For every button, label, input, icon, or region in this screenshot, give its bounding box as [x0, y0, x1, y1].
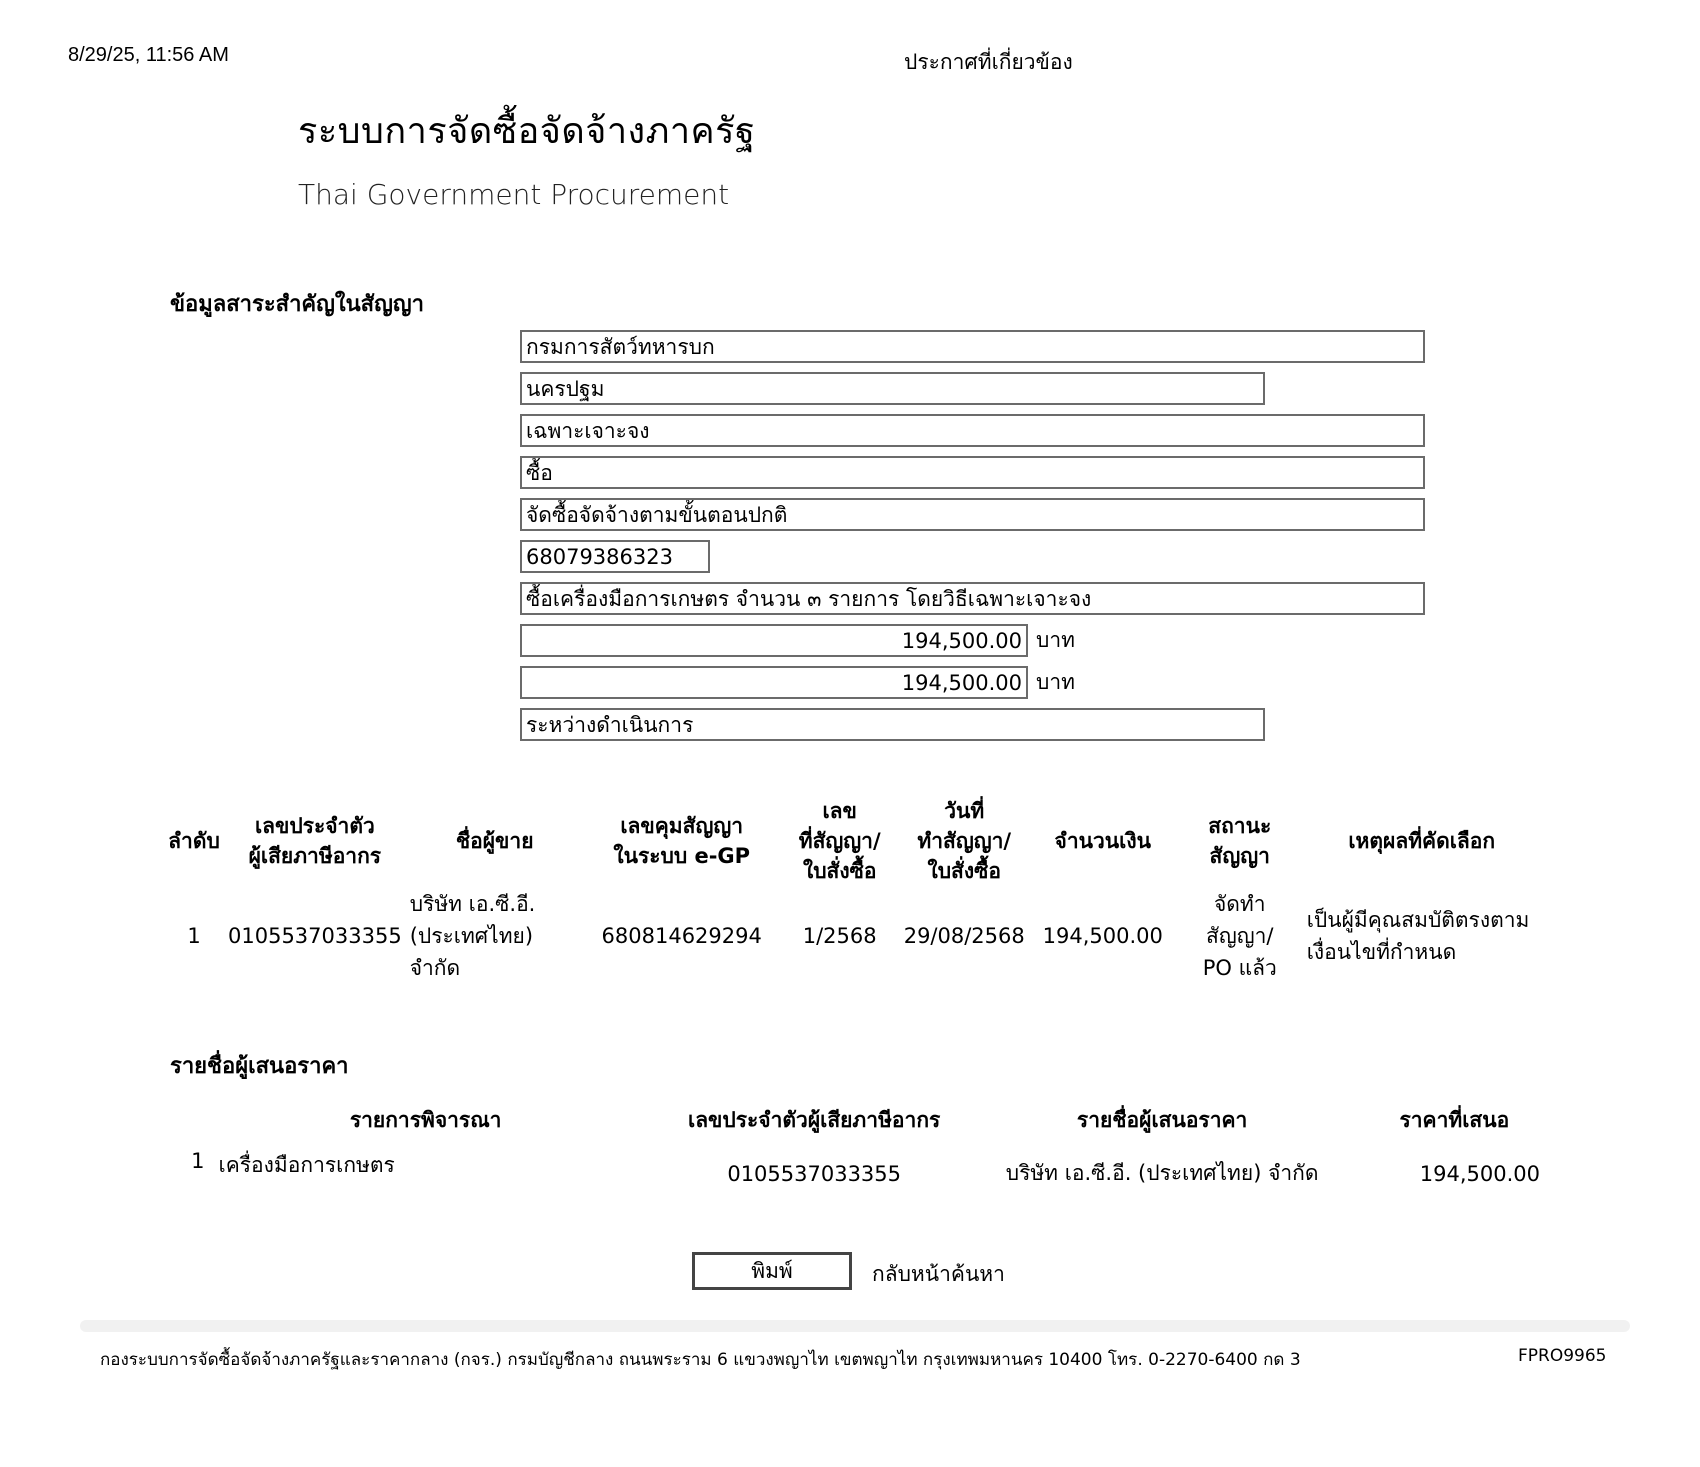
footer-form-code: FPRO9965 [1518, 1346, 1607, 1366]
contract-table-row [164, 886, 1541, 986]
col-amount: จำนวนเงิน [1054, 829, 1151, 853]
col-seq: ลำดับ [168, 829, 220, 853]
print-page-title: ประกาศที่เกี่ยวข้อง [904, 50, 1073, 74]
col-price: ราคาที่เสนอ [1399, 1108, 1510, 1132]
row-contract-no: 1/2568 [802, 924, 877, 948]
row-egp-no: 680814629294 [601, 924, 762, 948]
agency-field: กรมการสัตว์ทหารบก [520, 330, 1425, 363]
contract-section-title: ข้อมูลสาระสำคัญในสัญญา [170, 292, 424, 317]
row-reason: เป็นผู้มีคุณสมบัติตรงตาม เงื่อนไขที่กำหนด [1306, 908, 1530, 964]
bidders-table [170, 1098, 1570, 1196]
footer-divider [80, 1320, 1630, 1332]
col-contract-date: วันที่ ทำสัญญา/ ใบสั่งซื้อ [917, 799, 1012, 883]
system-name-english: Thai Government Procurement [298, 178, 730, 211]
row-contract-date: 29/08/2568 [903, 924, 1025, 948]
median-price-unit: บาท [1036, 670, 1075, 694]
row-seq: 1 [187, 924, 201, 948]
budget-unit: บาท [1036, 628, 1075, 652]
project-type-field: จัดซื้อจัดจ้างตามขั้นตอนปกติ [520, 498, 1425, 531]
print-button[interactable]: พิมพ์ [692, 1252, 852, 1290]
bidder-row-item: เครื่องมือการเกษตร [218, 1153, 395, 1177]
bidder-row-tax-id: 0105537033355 [727, 1161, 902, 1186]
method-field: เฉพาะเจาะจง [520, 414, 1425, 447]
procurement-type-field: ซื้อ [520, 456, 1425, 489]
col-item: รายการพิจารณา [349, 1108, 502, 1132]
col-bidder-tax-id: เลขประจำตัวผู้เสียภาษีอากร [688, 1108, 941, 1132]
project-no-field: 68079386323 [520, 540, 710, 573]
bidder-row-name: บริษัท เอ.ซี.อี. (ประเทศไทย) จำกัด [1005, 1161, 1319, 1185]
contract-table-header [164, 796, 1541, 886]
bidder-row-price: 194,500.00 [1419, 1161, 1540, 1186]
col-contract-no: เลข ที่สัญญา/ ใบสั่งซื้อ [798, 799, 881, 883]
col-vendor: ชื่อผู้ขาย [455, 829, 534, 853]
row-vendor: บริษัท เอ.ซี.อี. (ประเทศไทย) จำกัด [409, 892, 536, 980]
median-price-field: 194,500.00 [520, 666, 1028, 699]
row-tax-id: 0105537033355 [228, 924, 402, 948]
row-amount: 194,500.00 [1042, 924, 1163, 948]
print-timestamp: 8/29/25, 11:56 AM [68, 44, 229, 66]
col-tax-id: เลขประจำตัว ผู้เสียภาษีอากร [248, 814, 382, 868]
bidders-section-title: รายชื่อผู้เสนอราคา [170, 1054, 349, 1079]
col-reason: เหตุผลที่คัดเลือก [1348, 829, 1496, 853]
project-name-field: ซื้อเครื่องมือการเกษตร จำนวน ๓ รายการ โดยวิธีเฉพาะเจาะจง [520, 582, 1425, 615]
bidder-row-no: 1 [191, 1149, 205, 1173]
budget-field: 194,500.00 [520, 624, 1028, 657]
bidders-table-header [170, 1098, 1570, 1143]
col-contract-status: สถานะ สัญญา [1208, 814, 1272, 868]
project-status-field: ระหว่างดำเนินการ [520, 708, 1265, 741]
province-field: นครปฐม [520, 372, 1265, 405]
col-egp-no: เลขคุมสัญญา ในระบบ e-GP [613, 814, 751, 868]
contract-table [164, 796, 1541, 986]
col-bidder-name: รายชื่อผู้เสนอราคา [1076, 1108, 1248, 1132]
back-to-search-link[interactable]: กลับหน้าค้นหา [872, 1262, 1005, 1286]
bidders-table-row [170, 1143, 1570, 1196]
system-name-thai: ระบบการจัดซื้อจัดจ้างภาครัฐ [298, 111, 756, 152]
footer-address: กองระบบการจัดซื้อจัดจ้างภาครัฐและราคากลาง (กจร.) กรมบัญชีกลาง ถนนพระราม 6 แขวงพญาไท เขตพญาไท กรุงเทพมหานคร 10400 โทร. 0-2270-6400 กด 3 [100, 1350, 1301, 1370]
row-contract-status: จัดทำสัญญา/ PO แล้ว [1202, 892, 1277, 980]
